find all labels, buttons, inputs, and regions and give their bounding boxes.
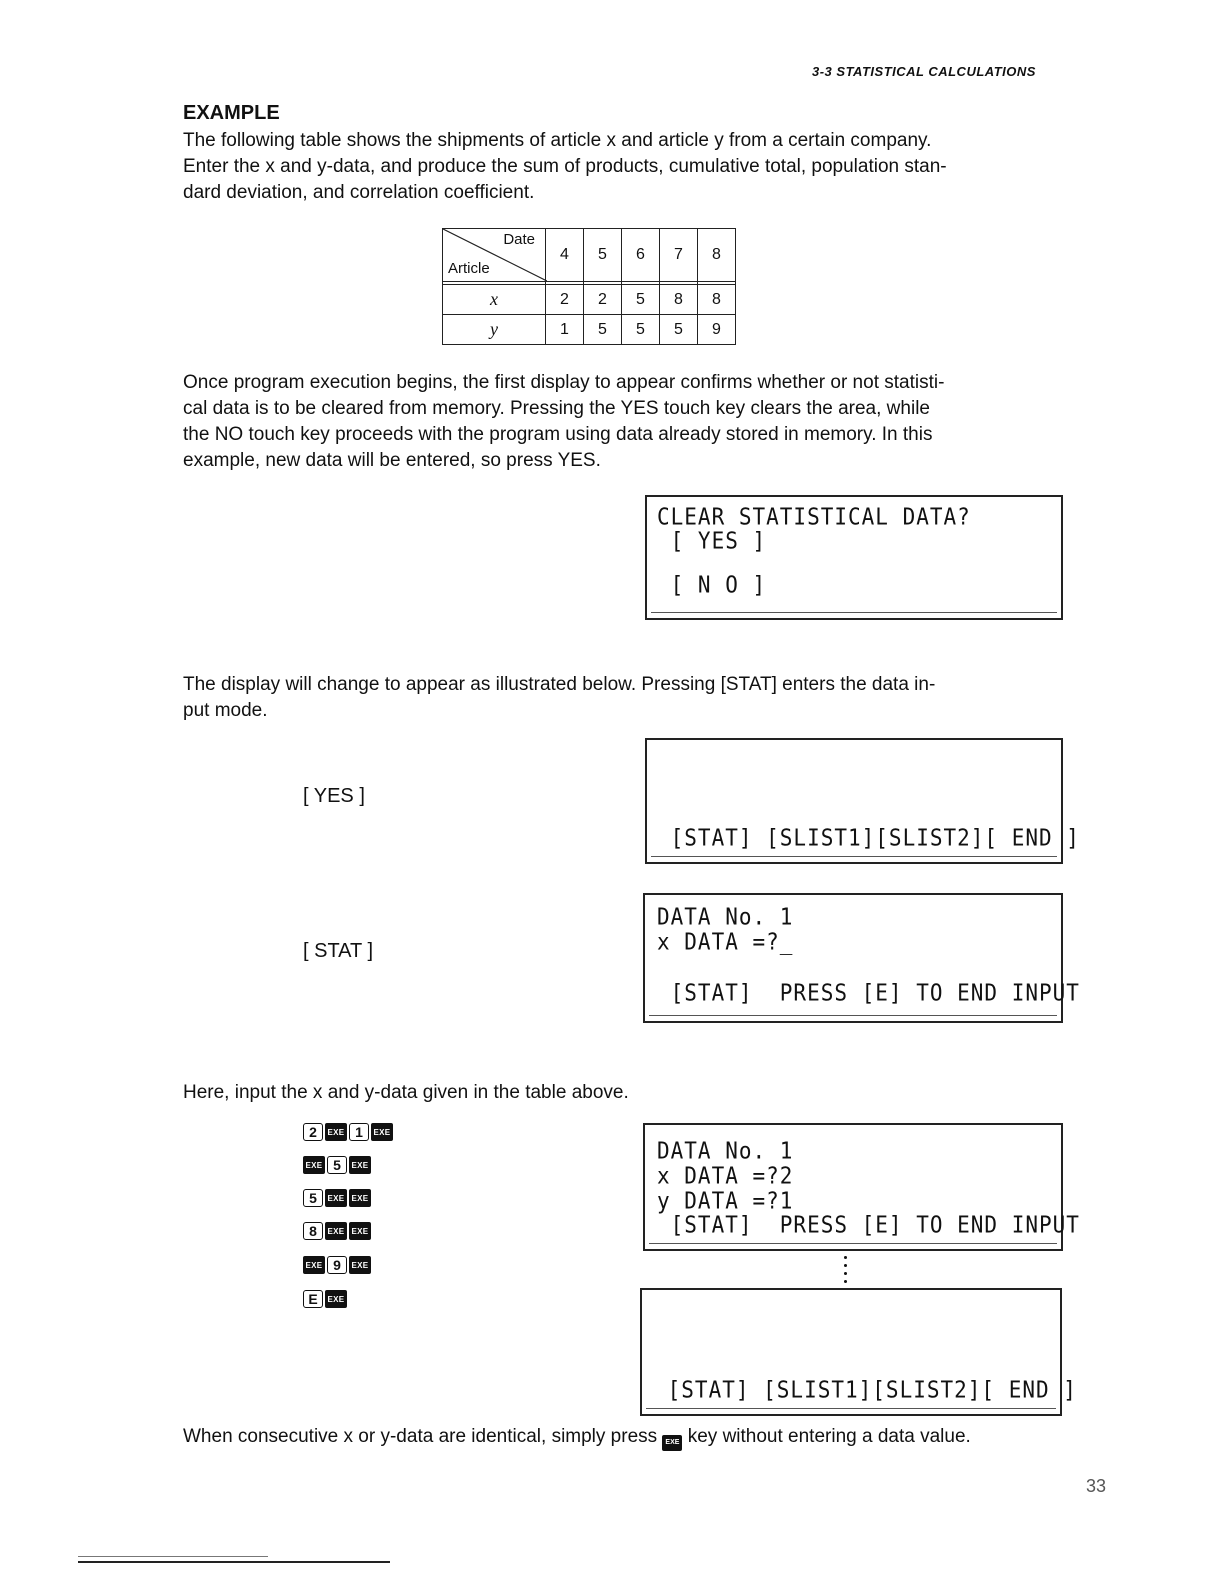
table-corner-cell bbox=[443, 229, 546, 282]
change-paragraph bbox=[183, 672, 1073, 724]
lcd-line: [STAT] PRESS [E] TO END INPUT bbox=[657, 1211, 1080, 1238]
lcd-clear-data bbox=[645, 495, 1063, 620]
footer-divider bbox=[78, 1561, 390, 1563]
row-label: y bbox=[443, 315, 546, 345]
table-cell: 2 bbox=[584, 285, 622, 315]
date-header-cell: 6 bbox=[622, 229, 660, 282]
table-cell: 2 bbox=[546, 285, 584, 315]
number-key-icon: 9 bbox=[327, 1256, 347, 1274]
lcd-line: DATA No. 1 bbox=[657, 1137, 794, 1164]
number-key-icon: 5 bbox=[303, 1189, 323, 1207]
lcd-data-filled bbox=[643, 1123, 1080, 1251]
table-cell: 5 bbox=[584, 315, 622, 345]
paragraph-line: the NO touch key proceeds with the program using data already stored in memory. In this bbox=[183, 424, 933, 445]
key-sequence-row bbox=[303, 1154, 371, 1176]
input-paragraph: Here, input the x and y-data given in the table above. bbox=[183, 1082, 629, 1103]
exe-key-icon: EXE bbox=[662, 1435, 682, 1451]
page-number: 33 bbox=[1086, 1476, 1107, 1496]
exe-key-icon: EXE bbox=[349, 1189, 371, 1207]
table-row bbox=[443, 315, 736, 345]
corner-date-label: Date bbox=[503, 231, 535, 248]
key-sequence-row bbox=[303, 1254, 371, 1276]
footer-divider bbox=[78, 1556, 268, 1557]
section-header: 3-3 STATISTICAL CALCULATIONS bbox=[812, 64, 1036, 79]
number-key-icon: 1 bbox=[349, 1123, 369, 1141]
lcd-menu-line[interactable]: [STAT] [SLIST1][SLIST2][ END ] bbox=[657, 824, 1080, 851]
exe-key-icon: EXE bbox=[325, 1189, 347, 1207]
date-header-cell: 5 bbox=[584, 229, 622, 282]
exe-key-icon: EXE bbox=[371, 1123, 393, 1141]
lcd-line: x DATA =?_ bbox=[657, 928, 794, 955]
exe-key-icon: EXE bbox=[349, 1156, 371, 1174]
table-cell: 5 bbox=[660, 315, 698, 345]
table-cell: 8 bbox=[660, 285, 698, 315]
exe-key-icon: EXE bbox=[303, 1256, 325, 1274]
lcd-line: y DATA =?1 bbox=[657, 1187, 794, 1214]
clear-data-paragraph bbox=[183, 370, 1073, 474]
no-touch-key[interactable]: [ N O ] bbox=[657, 571, 767, 598]
table-cell: 9 bbox=[698, 315, 736, 345]
key-sequence-row bbox=[303, 1220, 371, 1242]
exe-key-icon: EXE bbox=[349, 1222, 371, 1240]
lcd-line: CLEAR STATISTICAL DATA? bbox=[657, 503, 971, 530]
lcd-line: [STAT] PRESS [E] TO END INPUT bbox=[657, 979, 1080, 1006]
footer-note bbox=[183, 1424, 1083, 1451]
date-header-cell: 7 bbox=[660, 229, 698, 282]
example-title: EXAMPLE bbox=[183, 102, 280, 124]
intro-line: The following table shows the shipments of article x and article y from a certain company. bbox=[183, 130, 932, 151]
exe-key-icon: EXE bbox=[349, 1256, 371, 1274]
paragraph-line: put mode. bbox=[183, 700, 268, 721]
table-cell: 8 bbox=[698, 285, 736, 315]
lcd-line: x DATA =?2 bbox=[657, 1162, 794, 1189]
continuation-dots-icon bbox=[843, 1256, 849, 1288]
paragraph-line: cal data is to be cleared from memory. Pressing the YES touch key clears the area, while bbox=[183, 398, 930, 419]
paragraph-line: Once program execution begins, the first display to appear confirms whether or not statisti- bbox=[183, 372, 945, 393]
table-cell: 5 bbox=[622, 285, 660, 315]
date-header-cell: 8 bbox=[698, 229, 736, 282]
yes-key-label: [ YES ] bbox=[303, 785, 365, 807]
date-header-cell: 4 bbox=[546, 229, 584, 282]
table-row bbox=[443, 285, 736, 315]
number-key-icon: E bbox=[303, 1290, 323, 1308]
exe-key-icon: EXE bbox=[325, 1290, 347, 1308]
paragraph-line: The display will change to appear as illustrated below. Pressing [STAT] enters the data in- bbox=[183, 674, 936, 695]
lcd-menu-final bbox=[640, 1288, 1077, 1416]
shipments-table bbox=[442, 228, 736, 345]
lcd-menu bbox=[645, 738, 1080, 864]
stat-key-label: [ STAT ] bbox=[303, 940, 374, 962]
key-sequence-row bbox=[303, 1187, 371, 1209]
intro-line: dard deviation, and correlation coefficient. bbox=[183, 182, 535, 203]
exe-key-icon: EXE bbox=[325, 1123, 347, 1141]
key-sequence-row bbox=[303, 1121, 393, 1143]
lcd-line: DATA No. 1 bbox=[657, 903, 794, 930]
intro-line: Enter the x and y-data, and produce the sum of products, cumulative total, population stan- bbox=[183, 156, 947, 177]
lcd-menu-line[interactable]: [STAT] [SLIST1][SLIST2][ END ] bbox=[654, 1376, 1077, 1403]
table-cell: 5 bbox=[622, 315, 660, 345]
number-key-icon: 2 bbox=[303, 1123, 323, 1141]
footer-note-text: When consecutive x or y-data are identical, simply press bbox=[183, 1426, 658, 1447]
example-intro bbox=[183, 128, 1073, 206]
row-label: x bbox=[443, 285, 546, 315]
exe-key-icon: EXE bbox=[325, 1222, 347, 1240]
key-sequence-row bbox=[303, 1288, 347, 1310]
yes-touch-key[interactable]: [ YES ] bbox=[657, 527, 767, 554]
number-key-icon: 8 bbox=[303, 1222, 323, 1240]
number-key-icon: 5 bbox=[327, 1156, 347, 1174]
lcd-data-entry bbox=[643, 893, 1080, 1023]
corner-article-label: Article bbox=[448, 260, 490, 277]
exe-key-icon: EXE bbox=[303, 1156, 325, 1174]
paragraph-line: example, new data will be entered, so press YES. bbox=[183, 450, 601, 471]
footer-note-text: key without entering a data value. bbox=[687, 1426, 971, 1447]
table-cell: 1 bbox=[546, 315, 584, 345]
